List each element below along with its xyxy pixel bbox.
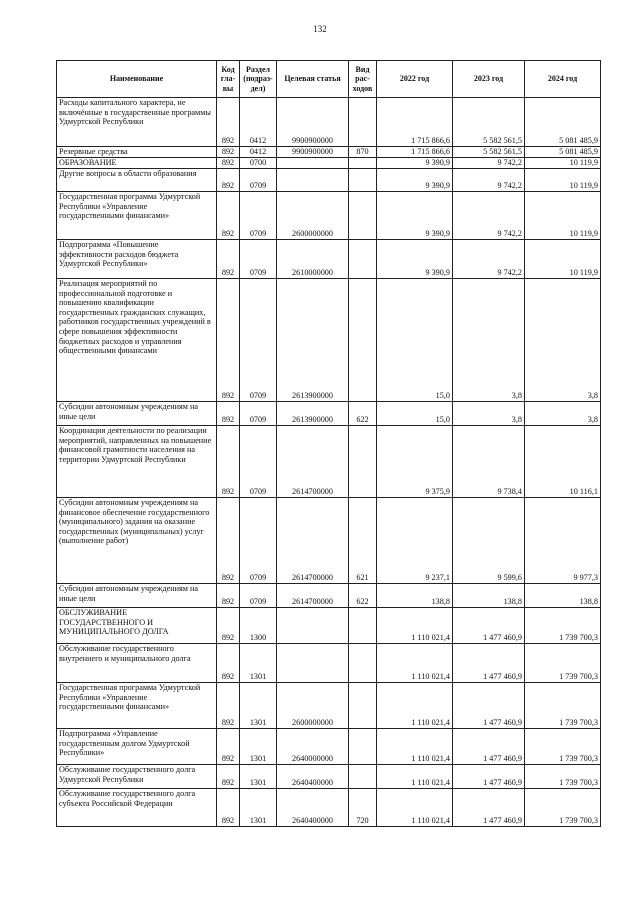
row-2022: 15,0 — [377, 402, 453, 426]
table-row — [57, 584, 601, 608]
row-code: 892 — [217, 608, 240, 644]
row-2022: 1 715 866,6 — [377, 147, 453, 158]
row-kind — [349, 608, 377, 644]
row-2023: 9 742,2 — [453, 192, 525, 240]
row-2023: 9 742,2 — [453, 169, 525, 192]
row-name: Реализация мероприятий по профессиональной подготовке и повышению квалификации государственных гражданских служащих, работников государственных учреждений в сфере повышения эффективности бюджетных расходов и управления общественными финансами — [57, 279, 217, 402]
row-2024: 1 739 700,3 — [525, 789, 601, 827]
row-name: Расходы капитального характера, не включённые в государственные программы Удмуртской Республики — [57, 98, 217, 147]
row-target: 2640400000 — [277, 765, 349, 789]
table-row — [57, 279, 601, 402]
row-section: 0709 — [240, 426, 277, 498]
table-row — [57, 147, 601, 158]
row-section: 1301 — [240, 683, 277, 729]
row-name: Координация деятельности по реализации мероприятий, направленных на повышение финансовой грамотности населения на территории Удмуртской Республики — [57, 426, 217, 498]
row-target: 2610000000 — [277, 240, 349, 279]
row-target: 2614700000 — [277, 584, 349, 608]
row-2024: 5 081 485,9 — [525, 98, 601, 147]
table-row — [57, 98, 601, 147]
table-row — [57, 169, 601, 192]
row-2022: 9 237,1 — [377, 498, 453, 584]
row-kind: 621 — [349, 498, 377, 584]
row-name: Обслуживание государственного долга Удмуртской Республики — [57, 765, 217, 789]
row-2022: 9 390,9 — [377, 240, 453, 279]
row-target: 2614700000 — [277, 426, 349, 498]
row-kind — [349, 683, 377, 729]
table-row — [57, 683, 601, 729]
row-target — [277, 158, 349, 169]
row-section: 1300 — [240, 608, 277, 644]
row-kind — [349, 240, 377, 279]
row-kind — [349, 765, 377, 789]
row-2023: 3,8 — [453, 279, 525, 402]
table-row — [57, 426, 601, 498]
row-2022: 9 390,9 — [377, 158, 453, 169]
row-name: ОБСЛУЖИВАНИЕ ГОСУДАРСТВЕННОГО И МУНИЦИПАЛЬНОГО ДОЛГА — [57, 608, 217, 644]
row-name: Обслуживание государственного внутреннего и муниципального долга — [57, 644, 217, 683]
header-name: Наименование — [57, 61, 217, 98]
row-2022: 1 110 021,4 — [377, 683, 453, 729]
row-kind — [349, 98, 377, 147]
header-section: Раздел (подраз- дел) — [240, 61, 277, 98]
row-2024: 10 119,9 — [525, 192, 601, 240]
row-2023: 5 582 561,5 — [453, 147, 525, 158]
row-2022: 1 110 021,4 — [377, 644, 453, 683]
row-target — [277, 644, 349, 683]
row-kind — [349, 729, 377, 765]
row-section: 0709 — [240, 584, 277, 608]
row-2022: 1 715 866,6 — [377, 98, 453, 147]
row-target: 9900900000 — [277, 98, 349, 147]
header-2023: 2023 год — [453, 61, 525, 98]
table-row — [57, 729, 601, 765]
row-code: 892 — [217, 683, 240, 729]
row-code: 892 — [217, 147, 240, 158]
row-kind — [349, 192, 377, 240]
row-kind — [349, 169, 377, 192]
row-target: 2640000000 — [277, 729, 349, 765]
row-2023: 1 477 460,9 — [453, 608, 525, 644]
page-number: 132 — [313, 24, 327, 34]
row-2024: 1 739 700,3 — [525, 765, 601, 789]
row-code: 892 — [217, 765, 240, 789]
row-name: Подпрограмма «Повышение эффективности расходов бюджета Удмуртской Республики» — [57, 240, 217, 279]
row-section: 1301 — [240, 644, 277, 683]
row-name: Обслуживание государственного долга субъекта Российской Федерации — [57, 789, 217, 827]
header-2024: 2024 год — [525, 61, 601, 98]
row-kind: 622 — [349, 402, 377, 426]
row-name: Другие вопросы в области образования — [57, 169, 217, 192]
row-target: 2613900000 — [277, 279, 349, 402]
row-name: Субсидии автономным учреждениям на иные цели — [57, 402, 217, 426]
row-section: 0709 — [240, 279, 277, 402]
row-code: 892 — [217, 192, 240, 240]
row-name: Государственная программа Удмуртской Республики «Управление государственными финансами» — [57, 192, 217, 240]
row-2024: 10 119,9 — [525, 158, 601, 169]
table-row — [57, 240, 601, 279]
row-target: 2600000000 — [277, 192, 349, 240]
row-2024: 9 977,3 — [525, 498, 601, 584]
row-code: 892 — [217, 158, 240, 169]
row-2022: 9 390,9 — [377, 192, 453, 240]
table-row — [57, 608, 601, 644]
header-code: Код гла- вы — [217, 61, 240, 98]
row-code: 892 — [217, 498, 240, 584]
row-target: 2613900000 — [277, 402, 349, 426]
row-2022: 15,0 — [377, 279, 453, 402]
row-kind — [349, 279, 377, 402]
row-code: 892 — [217, 426, 240, 498]
row-2024: 10 119,9 — [525, 240, 601, 279]
row-2022: 9 390,9 — [377, 169, 453, 192]
row-2023: 9 742,2 — [453, 158, 525, 169]
row-2023: 1 477 460,9 — [453, 683, 525, 729]
row-section: 0709 — [240, 169, 277, 192]
table-row — [57, 765, 601, 789]
row-2023: 1 477 460,9 — [453, 729, 525, 765]
row-2024: 3,8 — [525, 402, 601, 426]
row-2023: 5 582 561,5 — [453, 98, 525, 147]
row-name: Подпрограмма «Управление государственным долгом Удмуртской Республики» — [57, 729, 217, 765]
table-row — [57, 644, 601, 683]
row-2024: 138,8 — [525, 584, 601, 608]
row-code: 892 — [217, 402, 240, 426]
row-target: 9900900000 — [277, 147, 349, 158]
row-2022: 138,8 — [377, 584, 453, 608]
row-section: 0412 — [240, 98, 277, 147]
row-target: 2640400000 — [277, 789, 349, 827]
row-code: 892 — [217, 169, 240, 192]
row-name: Государственная программа Удмуртской Республики «Управление государственными финансами» — [57, 683, 217, 729]
row-2023: 138,8 — [453, 584, 525, 608]
row-code: 892 — [217, 644, 240, 683]
row-kind — [349, 426, 377, 498]
row-2024: 1 739 700,3 — [525, 644, 601, 683]
row-kind: 870 — [349, 147, 377, 158]
row-2023: 1 477 460,9 — [453, 789, 525, 827]
row-2024: 5 081 485,9 — [525, 147, 601, 158]
row-section: 1301 — [240, 729, 277, 765]
table-row — [57, 789, 601, 827]
row-section: 1301 — [240, 765, 277, 789]
row-code: 892 — [217, 98, 240, 147]
row-code: 892 — [217, 240, 240, 279]
row-kind: 720 — [349, 789, 377, 827]
row-target — [277, 169, 349, 192]
row-section: 0412 — [240, 147, 277, 158]
header-kind: Вид рас- ходов — [349, 61, 377, 98]
row-2023: 9 599,6 — [453, 498, 525, 584]
row-2022: 1 110 021,4 — [377, 789, 453, 827]
header-2022: 2022 год — [377, 61, 453, 98]
row-2023: 1 477 460,9 — [453, 765, 525, 789]
row-2022: 1 110 021,4 — [377, 765, 453, 789]
row-code: 892 — [217, 729, 240, 765]
row-kind — [349, 644, 377, 683]
row-section: 0709 — [240, 402, 277, 426]
row-name: ОБРАЗОВАНИЕ — [57, 158, 217, 169]
row-2024: 10 119,9 — [525, 169, 601, 192]
row-2024: 1 739 700,3 — [525, 608, 601, 644]
row-2024: 10 116,1 — [525, 426, 601, 498]
row-kind: 622 — [349, 584, 377, 608]
row-2024: 3,8 — [525, 279, 601, 402]
row-2024: 1 739 700,3 — [525, 683, 601, 729]
row-kind — [349, 158, 377, 169]
row-name: Резервные средства — [57, 147, 217, 158]
row-code: 892 — [217, 789, 240, 827]
row-2022: 9 375,9 — [377, 426, 453, 498]
table-row — [57, 158, 601, 169]
budget-table — [56, 60, 601, 827]
row-name: Субсидии автономным учреждениям на иные цели — [57, 584, 217, 608]
row-code: 892 — [217, 279, 240, 402]
row-code: 892 — [217, 584, 240, 608]
row-2023: 1 477 460,9 — [453, 644, 525, 683]
row-section: 0709 — [240, 498, 277, 584]
row-2023: 9 738,4 — [453, 426, 525, 498]
row-target: 2614700000 — [277, 498, 349, 584]
table-row — [57, 402, 601, 426]
row-2023: 3,8 — [453, 402, 525, 426]
row-name: Субсидии автономным учреждениям на финансовое обеспечение государственного (муниципального) задания на оказание государственных (муниципальных) услуг (выполнение работ) — [57, 498, 217, 584]
row-section: 1301 — [240, 789, 277, 827]
row-2023: 9 742,2 — [453, 240, 525, 279]
row-target — [277, 608, 349, 644]
row-section: 0709 — [240, 240, 277, 279]
header-target: Целевая статья — [277, 61, 349, 98]
row-target: 2600000000 — [277, 683, 349, 729]
table-row — [57, 498, 601, 584]
row-section: 0709 — [240, 192, 277, 240]
row-2022: 1 110 021,4 — [377, 729, 453, 765]
header-row — [57, 61, 601, 98]
table-row — [57, 192, 601, 240]
row-section: 0700 — [240, 158, 277, 169]
row-2022: 1 110 021,4 — [377, 608, 453, 644]
row-2024: 1 739 700,3 — [525, 729, 601, 765]
